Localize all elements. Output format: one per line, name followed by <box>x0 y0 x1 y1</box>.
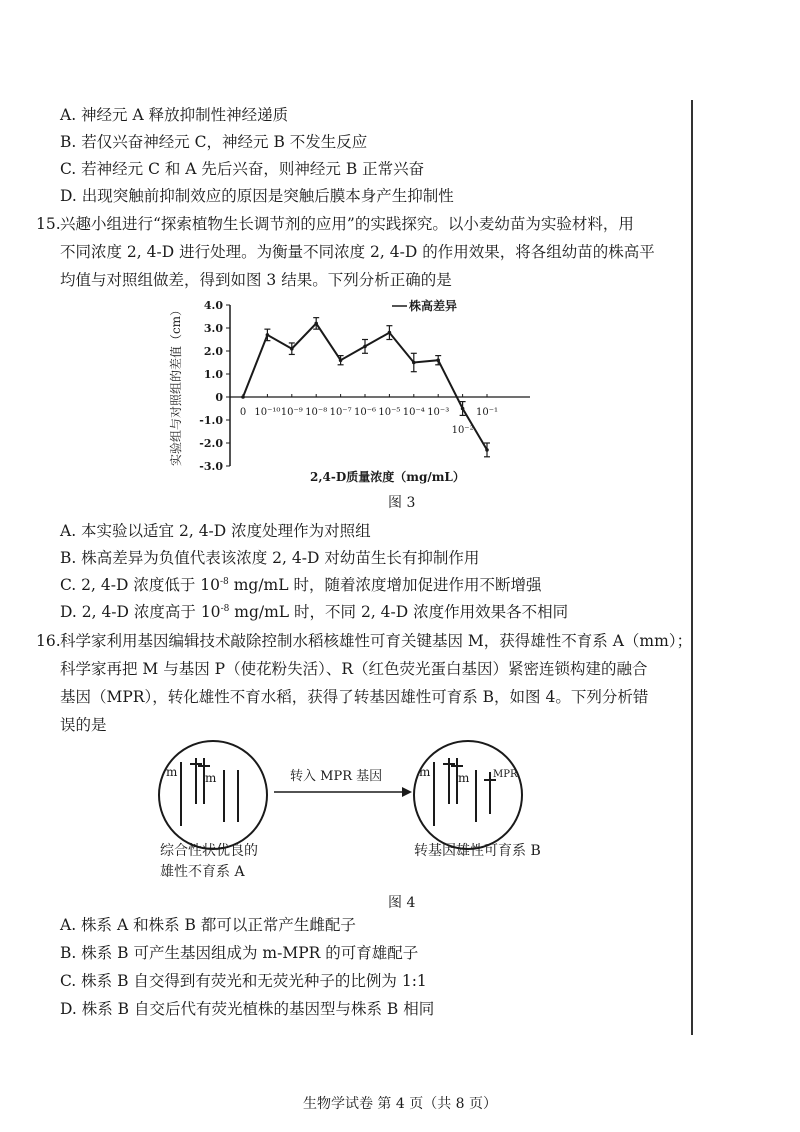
arrow-label: 转入 MPR 基因 <box>290 769 383 784</box>
q16-number: 16. <box>36 632 61 650</box>
x-tick-label: 10⁻¹⁰ <box>254 407 281 418</box>
data-point <box>241 395 245 399</box>
y-tick-label: -3.0 <box>199 460 223 473</box>
q15-number: 15. <box>36 215 61 233</box>
data-point <box>266 333 270 337</box>
data-point <box>363 345 367 349</box>
y-tick-label: 3.0 <box>203 322 223 335</box>
q16-stem-line3: 基因（MPR），转化雄性不育水稻，获得了转基因雄性可育系 B，如图 4。下列分析错 <box>60 688 649 706</box>
x-tick-label: 10⁻⁸ <box>305 407 328 418</box>
y-tick-label: 2.0 <box>203 345 223 358</box>
data-point <box>339 358 343 362</box>
label-line-b: 转基因雄性可育系 B <box>414 843 541 859</box>
arrow-head <box>402 787 412 797</box>
y-tick-label: 1.0 <box>203 368 223 381</box>
page-footer: 生物学试卷 第 4 页（共 8 页） <box>302 1096 498 1112</box>
figure-3-chart <box>160 295 540 490</box>
label-line-a-1: 综合性状优良的 <box>160 843 258 859</box>
column-divider <box>691 100 693 1035</box>
figure-4-caption: 图 4 <box>388 895 416 911</box>
chart-axes <box>199 299 530 473</box>
q15-option-b[interactable]: B. 株高差异为负值代表该浓度 2, 4-D 对幼苗生长有抑制作用 <box>60 549 480 567</box>
q15-option-c-pre: C. 2, 4-D 浓度低于 10 <box>60 576 220 594</box>
q15-option-a[interactable]: A. 本实验以适宜 2, 4-D 浓度处理作为对照组 <box>60 522 371 540</box>
y-axis-label: 实验组与对照组的差值（cm） <box>169 303 183 467</box>
gene-m-label: m <box>419 765 431 779</box>
q15-option-d-pre: D. 2, 4-D 浓度高于 10 <box>60 603 221 621</box>
q14-option-b[interactable]: B. 若仅兴奋神经元 C，神经元 B 不发生反应 <box>60 133 368 151</box>
q15-option-c[interactable] <box>60 576 541 595</box>
q16-option-d[interactable]: D. 株系 B 自交后代有荧光植株的基因型与株系 B 相同 <box>60 1000 435 1018</box>
q15-option-c-post: mg/mL 时，随着浓度增加促进作用不断增强 <box>228 576 542 594</box>
x-tick-label: 10⁻⁵ <box>378 407 401 418</box>
x-tick-label: 10⁻⁷ <box>329 407 352 418</box>
x-tick-label: 10⁻³ <box>427 407 450 418</box>
q16-stem-line2: 科学家再把 M 与基因 P（使花粉失活）、R（红色荧光蛋白基因）紧密连锁构建的融合 <box>60 660 648 678</box>
x-tick-label: 10⁻⁹ <box>280 407 303 418</box>
q15-option-d-exp: -8 <box>220 603 230 614</box>
data-point <box>314 322 318 326</box>
x-tick-label: 0 <box>239 407 247 418</box>
q14-option-c[interactable]: C. 若神经元 C 和 A 先后兴奋，则神经元 B 正常兴奋 <box>60 160 425 178</box>
data-point <box>485 448 489 452</box>
q15-option-d[interactable] <box>60 603 568 622</box>
x-tick-label: 10⁻¹ <box>475 407 499 418</box>
q16-stem-line4: 误的是 <box>60 716 107 734</box>
x-tick-label: 10⁻² <box>451 425 474 436</box>
data-point <box>436 358 440 362</box>
figure-3-caption: 图 3 <box>388 495 416 511</box>
q15-stem-line1: 兴趣小组进行“探索植物生长调节剂的应用”的实践探究。以小麦幼苗为实验材料，用 <box>60 215 634 233</box>
y-tick-label: 0 <box>215 391 223 404</box>
q15-option-d-post: mg/mL 时，不同 2, 4-D 浓度作用效果各不相同 <box>229 603 569 621</box>
q15-option-c-exp: -8 <box>219 576 229 587</box>
q16-option-c[interactable]: C. 株系 B 自交得到有荧光和无荧光种子的比例为 1:1 <box>60 972 427 990</box>
gene-m-label: m <box>458 771 470 785</box>
q16-option-b[interactable]: B. 株系 B 可产生基因组成为 m-MPR 的可育雄配子 <box>60 944 419 962</box>
x-tick-label: 10⁻⁶ <box>353 407 377 418</box>
q16-option-a[interactable]: A. 株系 A 和株系 B 都可以正常产生雌配子 <box>60 916 356 934</box>
q16-stem-line1: 科学家利用基因编辑技术敲除控制水稻核雄性可育关键基因 M，获得雄性不育系 A（mm）； <box>60 632 693 650</box>
cell-a <box>159 741 267 849</box>
q15-stem-line2: 不同浓度 2, 4-D 进行处理。为衡量不同浓度 2, 4-D 的作用效果，将各组幼苗的株高平 <box>60 243 655 261</box>
q14-option-d[interactable]: D. 出现突触前抑制效应的原因是突触后膜本身产生抑制性 <box>60 187 454 205</box>
y-tick-label: -2.0 <box>199 437 223 450</box>
cell-b <box>414 741 522 849</box>
q14-option-a[interactable]: A. 神经元 A 释放抑制性神经递质 <box>60 106 289 124</box>
x-tick-label: 10⁻⁴ <box>402 407 425 418</box>
data-point <box>412 361 416 365</box>
y-tick-label: -1.0 <box>199 414 223 427</box>
legend-label: 株高差异 <box>409 299 458 313</box>
x-axis-label: 2,4-D质量浓度（mg/mL） <box>310 470 465 484</box>
gene-mpr-label: MPR <box>493 769 518 780</box>
data-point <box>461 407 465 411</box>
data-point <box>290 347 294 351</box>
gene-m-label: m <box>205 771 217 785</box>
q15-stem-line3: 均值与对照组做差，得到如图 3 结果。下列分析正确的是 <box>60 271 452 289</box>
data-point <box>388 331 392 335</box>
label-line-a-2: 雄性不育系 A <box>160 864 245 880</box>
y-tick-label: 4.0 <box>203 299 223 312</box>
gene-m-label: m <box>166 765 178 779</box>
